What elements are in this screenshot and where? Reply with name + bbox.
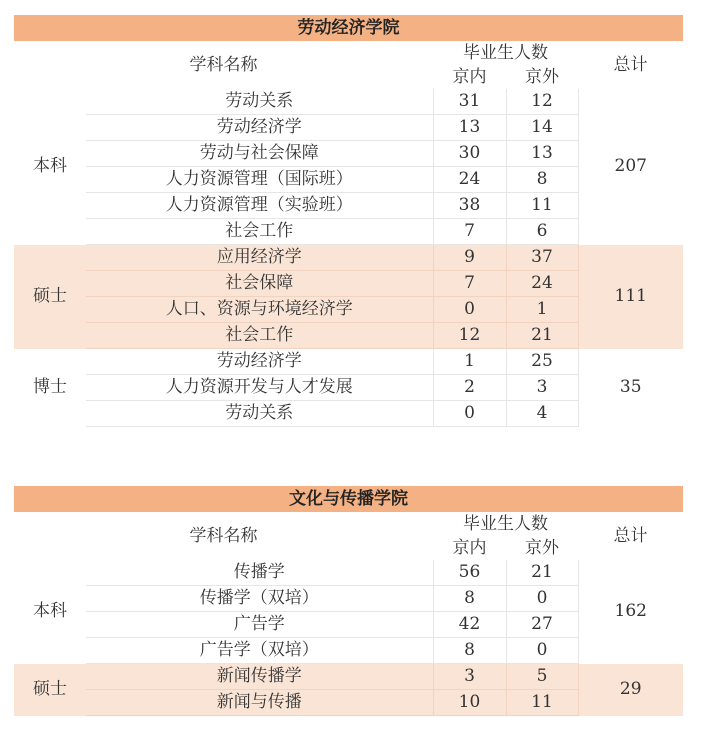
subject-name-cell: 劳动经济学: [86, 115, 433, 141]
out-beijing-cell: 24: [506, 271, 578, 297]
subject-name-cell: 劳动关系: [86, 401, 433, 427]
out-beijing-cell: 11: [506, 690, 578, 716]
table-row: [14, 349, 683, 375]
out-beijing-cell: 13: [506, 141, 578, 167]
college-title: 劳动经济学院: [14, 15, 683, 41]
subject-header: 学科名称: [189, 526, 258, 546]
table-block: [14, 15, 683, 427]
total-header: 总计: [613, 526, 648, 546]
out-beijing-cell: 14: [506, 115, 578, 141]
in-beijing-cell: 0: [433, 401, 506, 427]
out-beijing-cell: 8: [506, 167, 578, 193]
college-title: 文化与传播学院: [14, 486, 683, 512]
subject-name-cell: 劳动经济学: [86, 349, 433, 375]
in-beijing-cell: 9: [433, 245, 506, 271]
subject-name-cell: 新闻与传播: [86, 690, 433, 716]
in-beijing-cell: 1: [433, 349, 506, 375]
out-beijing-cell: 4: [506, 401, 578, 427]
table-block: [14, 486, 683, 716]
in-beijing-cell: 3: [433, 664, 506, 690]
subject-name-cell: 传播学: [86, 560, 433, 586]
in-beijing-cell: 12: [433, 323, 506, 349]
subject-name-cell: 社会保障: [86, 271, 433, 297]
in-beijing-cell: 2: [433, 375, 506, 401]
total-cell: 162: [614, 601, 647, 622]
in-beijing-cell: 0: [433, 297, 506, 323]
in-beijing-cell: 8: [433, 638, 506, 664]
out-beijing-cell: 11: [506, 193, 578, 219]
subject-name-cell: 劳动关系: [86, 89, 433, 115]
in-beijing-cell: 56: [433, 560, 506, 586]
out-beijing-cell: 12: [506, 89, 578, 115]
subject-name-cell: 人力资源开发与人才发展: [86, 375, 433, 401]
degree-level-cell: 博士: [33, 377, 67, 397]
out-beijing-cell: 25: [506, 349, 578, 375]
subject-name-cell: 人力资源管理（国际班）: [86, 167, 433, 193]
subject-name-cell: 传播学（双培）: [86, 586, 433, 612]
graduates-header: 毕业生人数: [463, 514, 548, 534]
out-beijing-cell: 21: [506, 560, 578, 586]
header-row: [14, 512, 683, 536]
in-beijing-header: 京内: [452, 67, 487, 87]
out-beijing-cell: 0: [506, 638, 578, 664]
in-beijing-cell: 7: [433, 219, 506, 245]
subject-name-cell: 社会工作: [86, 219, 433, 245]
header-row: [14, 41, 683, 65]
in-beijing-cell: 38: [433, 193, 506, 219]
total-cell: 35: [619, 377, 642, 397]
out-beijing-header: 京外: [525, 67, 559, 87]
subject-name-cell: 人口、资源与环境经济学: [86, 297, 433, 323]
degree-level-cell: 硕士: [14, 664, 86, 716]
in-beijing-cell: 42: [433, 612, 506, 638]
in-beijing-cell: 30: [433, 141, 506, 167]
total-cell: 29: [578, 664, 683, 716]
table-row: [14, 560, 683, 586]
subject-name-cell: 人力资源管理（实验班）: [86, 193, 433, 219]
out-beijing-cell: 27: [506, 612, 578, 638]
subject-name-cell: 应用经济学: [86, 245, 433, 271]
total-header: 总计: [613, 55, 648, 75]
graduate-table: [14, 512, 683, 716]
table-row: [14, 245, 683, 271]
out-beijing-cell: 6: [506, 219, 578, 245]
out-beijing-header: 京外: [525, 538, 559, 558]
subject-name-cell: 广告学（双培）: [86, 638, 433, 664]
total-cell: 207: [614, 156, 647, 177]
out-beijing-cell: 21: [506, 323, 578, 349]
in-beijing-header: 京内: [452, 538, 487, 558]
in-beijing-cell: 10: [433, 690, 506, 716]
subject-name-cell: 广告学: [86, 612, 433, 638]
out-beijing-cell: 3: [506, 375, 578, 401]
subject-name-cell: 社会工作: [86, 323, 433, 349]
out-beijing-cell: 37: [506, 245, 578, 271]
out-beijing-cell: 5: [506, 664, 578, 690]
total-cell: 111: [578, 245, 683, 349]
subject-name-cell: 新闻传播学: [86, 664, 433, 690]
in-beijing-cell: 7: [433, 271, 506, 297]
in-beijing-cell: 31: [433, 89, 506, 115]
in-beijing-cell: 13: [433, 115, 506, 141]
subject-name-cell: 劳动与社会保障: [86, 141, 433, 167]
degree-level-cell: 本科: [33, 156, 67, 177]
in-beijing-cell: 24: [433, 167, 506, 193]
graduate-table: [14, 41, 683, 427]
table-row: [14, 89, 683, 115]
graduates-header: 毕业生人数: [463, 43, 548, 63]
table-row: [14, 664, 683, 690]
degree-level-cell: 本科: [33, 601, 67, 622]
in-beijing-cell: 8: [433, 586, 506, 612]
degree-level-cell: 硕士: [14, 245, 86, 349]
out-beijing-cell: 0: [506, 586, 578, 612]
out-beijing-cell: 1: [506, 297, 578, 323]
subject-header: 学科名称: [189, 55, 258, 75]
